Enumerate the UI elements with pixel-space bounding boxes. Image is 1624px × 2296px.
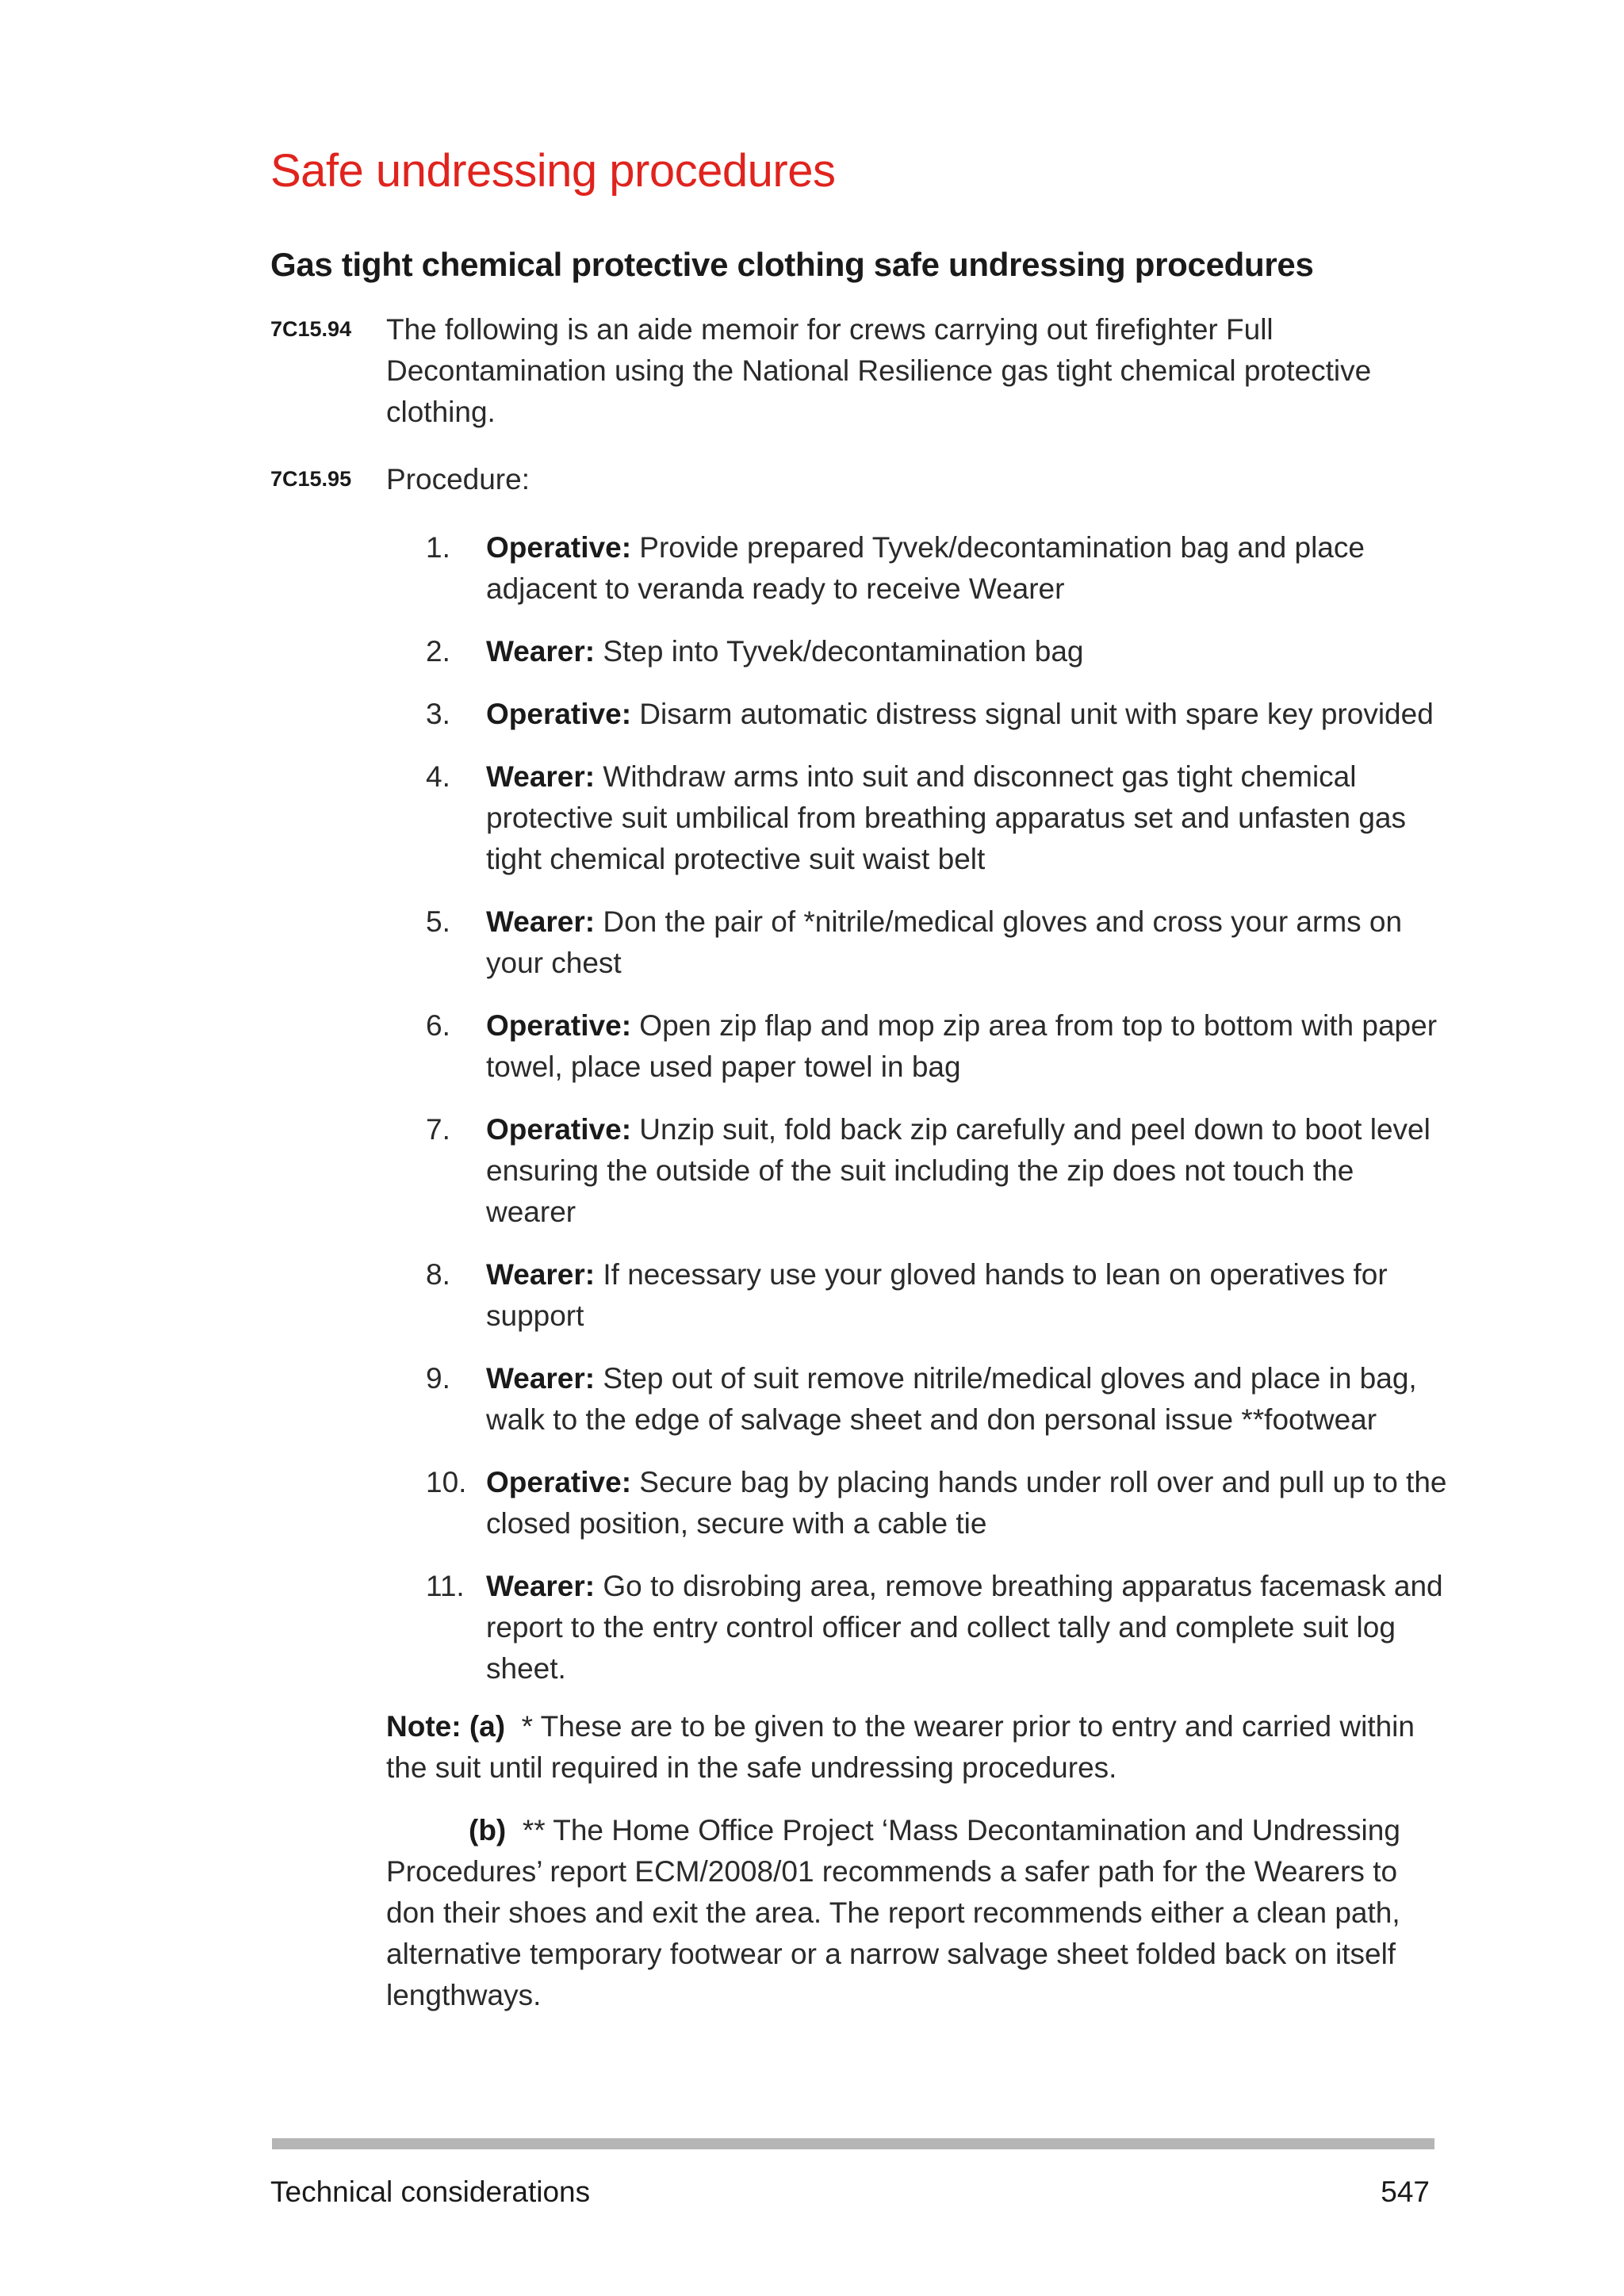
step-role: Wearer: xyxy=(486,1258,596,1291)
step-number: 6. xyxy=(426,1009,450,1042)
step-number: 5. xyxy=(426,905,450,938)
paragraph-number: 7C15.94 xyxy=(270,317,352,341)
list-item xyxy=(426,756,1449,880)
step-role: Operative: xyxy=(486,698,632,730)
list-item xyxy=(426,901,1449,984)
step-text: Disarm automatic distress signal unit with spare key provided xyxy=(639,698,1434,730)
note-a-text: * These are to be given to the wearer prior to entry and carried within the suit until required in the safe undressing procedures. xyxy=(386,1710,1415,1784)
step-number: 2. xyxy=(426,635,450,668)
step-text: Secure bag by placing hands under roll over and pull up to the closed position, secure with a cable tie xyxy=(486,1466,1447,1540)
step-role: Operative: xyxy=(486,1113,632,1146)
step-number: 10. xyxy=(426,1466,467,1498)
list-item xyxy=(426,1566,1449,1689)
step-role: Wearer: xyxy=(486,905,596,938)
step-number: 1. xyxy=(426,531,450,564)
step-text: Unzip suit, fold back zip carefully and peel down to boot level ensuring the outside of the suit including the zip does not touch the wearer xyxy=(486,1113,1431,1228)
step-text: Provide prepared Tyvek/decontamination bag and place adjacent to veranda ready to receive Wearer xyxy=(486,531,1365,605)
note-a-label: Note: (a) xyxy=(386,1710,506,1743)
list-item xyxy=(426,1358,1449,1441)
list-item xyxy=(426,694,1449,735)
page-number: 547 xyxy=(1381,2175,1430,2208)
step-number: 7. xyxy=(426,1113,450,1146)
step-role: Wearer: xyxy=(486,1362,596,1395)
step-text: Step into Tyvek/decontamination bag xyxy=(603,635,1084,668)
procedure-steps-list xyxy=(426,527,1449,1711)
step-role: Operative: xyxy=(486,1009,632,1042)
list-item xyxy=(426,1005,1449,1088)
note-b-text: ** The Home Office Project ‘Mass Decontamination and Undressing Procedures’ report ECM/2008/01 recommends a safer path for the Wearers to don their shoes and exit the area. The report recommends either a clean path, alternative temporary footwear or a narrow salvage sheet folded back on itself lengthways. xyxy=(386,1814,1400,2011)
note-b-label: (b) xyxy=(469,1814,507,1846)
list-item xyxy=(426,1109,1449,1233)
step-text: Open zip flap and mop zip area from top to bottom with paper towel, place used paper towel in bag xyxy=(486,1009,1438,1083)
step-number: 8. xyxy=(426,1258,450,1291)
footer-section-title: Technical considerations xyxy=(270,2175,591,2208)
step-text: If necessary use your gloved hands to lean on operatives for support xyxy=(486,1258,1388,1332)
list-item xyxy=(426,527,1449,610)
step-number: 9. xyxy=(426,1362,450,1395)
step-text: Go to disrobing area, remove breathing apparatus facemask and report to the entry control officer and collect tally and complete suit log sheet. xyxy=(486,1570,1443,1685)
step-number: 3. xyxy=(426,698,450,730)
step-text: Withdraw arms into suit and disconnect gas tight chemical protective suit umbilical from breathing apparatus set and unfasten gas tight chemical protective suit waist belt xyxy=(486,760,1406,875)
section-subtitle: Gas tight chemical protective clothing safe undressing procedures xyxy=(270,246,1314,283)
step-role: Wearer: xyxy=(486,635,596,668)
note-b xyxy=(386,1810,1449,2016)
paragraph-text: Procedure: xyxy=(386,463,530,496)
page-title: Safe undressing procedures xyxy=(270,145,836,197)
paragraph-text: The following is an aide memoir for crews carrying out firefighter Full Decontamination using the National Resilience gas tight chemical protective clothing. xyxy=(386,313,1372,428)
step-role: Wearer: xyxy=(486,760,596,793)
list-item xyxy=(426,1254,1449,1337)
paragraph-number: 7C15.95 xyxy=(270,467,352,491)
step-text: Don the pair of *nitrile/medical gloves and cross your arms on your chest xyxy=(486,905,1403,979)
step-number: 4. xyxy=(426,760,450,793)
note-a xyxy=(386,1706,1449,1789)
list-item xyxy=(426,1462,1449,1544)
footer-divider xyxy=(272,2138,1434,2149)
step-role: Wearer: xyxy=(486,1570,596,1602)
step-text: Step out of suit remove nitrile/medical gloves and place in bag, walk to the edge of salvage sheet and don personal issue **footwear xyxy=(486,1362,1417,1436)
list-item xyxy=(426,631,1449,672)
step-role: Operative: xyxy=(486,531,632,564)
step-number: 11. xyxy=(426,1570,465,1602)
step-role: Operative: xyxy=(486,1466,632,1498)
